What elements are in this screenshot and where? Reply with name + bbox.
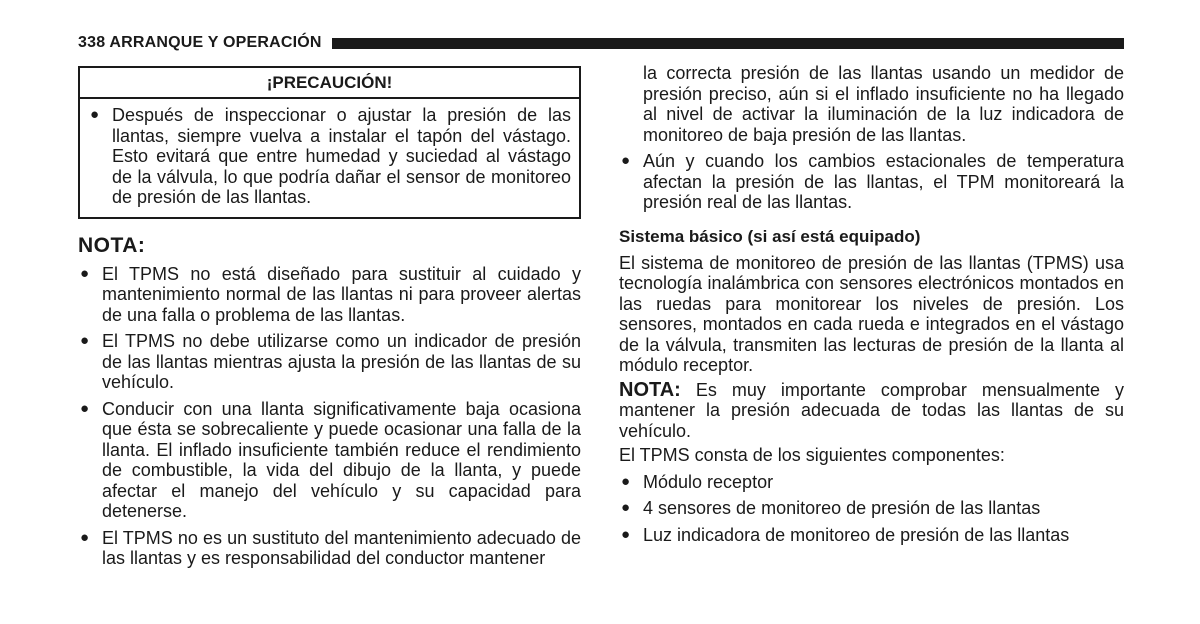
components-intro: El TPMS consta de los siguientes componentes: (619, 445, 1005, 465)
seasonal-item: ● Aún y cuando los cambios estacionales de temperatura afectan la presión de las llantas, el TPM monitoreará la presión real de las llantas. (621, 151, 1124, 212)
bullet-icon: ● (90, 106, 100, 123)
nota-note (619, 380, 1124, 442)
nota-label: NOTA: (619, 378, 681, 401)
component-item: ● 4 sensores de monitoreo de presión de las llantas (621, 498, 1041, 518)
component-item: ● Módulo receptor (621, 471, 774, 492)
section-subheading: Sistema básico (si así está equipado) (619, 226, 921, 246)
bullet-icon: ● (621, 472, 631, 490)
nota-item: ● Conducir con una llanta significativamente baja ocasiona que ésta se sobrecaliente y puede ocasionar una falla de la llanta. El inflado insuficiente también reduce el rendimiento de combustible, la vida del dibujo de la llanta, y puede afectar el manejo del vehículo y su capacidad para detenerse. (80, 398, 581, 521)
right-column (619, 63, 1124, 551)
page-header-text: 338 ARRANQUE Y OPERACIÓN (78, 34, 322, 51)
left-column (78, 66, 581, 575)
caution-box (78, 66, 581, 219)
nota-heading: NOTA: (78, 233, 146, 257)
bullet-icon: ● (621, 525, 631, 543)
section-paragraph: El sistema de monitoreo de presión de las llantas (TPMS) usa tecnología inalámbrica con sensores electrónicos montados en las ruedas para monitorear los niveles de presión. Los sensores, montados en cada rueda e integrados en el vástago de la válvula, transmiten las lecturas de presión de la llanta al módulo receptor. (619, 252, 1124, 375)
page-header (78, 33, 1124, 53)
caution-body (80, 99, 579, 217)
header-rule (332, 38, 1124, 49)
nota-text: Es muy importante comprobar mensualmente y mantener la presión adecuada de todas las llantas de su vehículo. (619, 379, 1124, 441)
nota-item: ● El TPMS no es un sustituto del mantenimiento adecuado de las llantas y es responsabilidad del conductor mantener (80, 527, 581, 568)
continuation-text: la correcta presión de las llantas usando un medidor de presión preciso, aún si el inflado insuficiente no ha llegado al nivel de activar la iluminación de la luz indicadora de monitoreo de baja presión de las llantas. (643, 63, 1124, 145)
caution-title: ¡PRECAUCIÓN! (80, 68, 579, 99)
caution-item: ● Después de inspeccionar o ajustar la presión de las llantas, siempre vuelva a instalar el tapón del vástago. Esto evitará que entre humedad y suciedad al vástago de la válvula, lo que podría dañar el sensor de monitoreo de presión de las llantas. (90, 105, 571, 207)
bullet-icon: ● (80, 264, 90, 282)
component-item: ● Luz indicadora de monitoreo de presión de las llantas (621, 524, 1070, 545)
bullet-icon: ● (80, 399, 90, 417)
bullet-icon: ● (80, 332, 90, 349)
bullet-icon: ● (621, 499, 631, 516)
bullet-icon: ● (621, 152, 631, 169)
nota-item: ● El TPMS no está diseñado para sustituir al cuidado y mantenimiento normal de las llantas ni para proveer alertas de una falla o problema de las llantas. (80, 263, 581, 325)
nota-item: ● El TPMS no debe utilizarse como un indicador de presión de las llantas mientras ajusta la presión de las llantas de su vehículo. (80, 331, 581, 392)
bullet-icon: ● (80, 528, 90, 546)
